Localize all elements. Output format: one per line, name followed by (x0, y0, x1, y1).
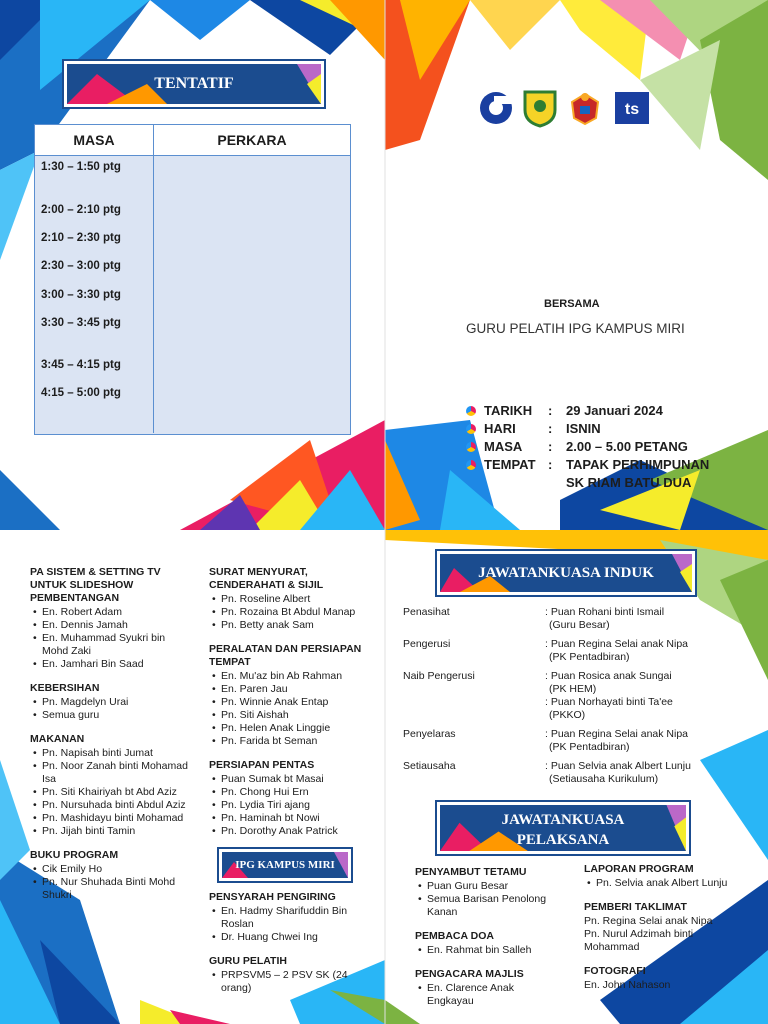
tarikh-value: 29 Januari 2024 (566, 403, 663, 418)
list-item: • Pn. Roseline Albert (221, 593, 379, 606)
ipg-kampus-miri-banner (219, 849, 351, 881)
role-name: : Puan Regina Selai anak Nipa (545, 638, 689, 650)
list-item: • Pn. Siti Khairiyah bt Abd Aziz (42, 786, 190, 799)
masa-label: MASA (484, 439, 523, 454)
time-slot: 1:30 – 1:50 ptg (41, 161, 121, 173)
list-item: • PRPSVM5 – 2 PSV SK (24 orang) (221, 969, 351, 995)
list-item: • En. Robert Adam (42, 606, 190, 619)
pelaksana-title-2: PELAKSANA (516, 832, 610, 848)
list-item: • En. Jamhari Bin Saad (42, 658, 190, 671)
tempat-value-2: SK RIAM BATU DUA (566, 475, 692, 490)
bersama-label: BERSAMA (544, 298, 600, 310)
list-item: • En. Paren Jau (221, 683, 379, 696)
pelaksana-right (584, 863, 764, 992)
fotografi-name: En. John Nahason (584, 979, 671, 991)
time-slot: 2:10 – 2:30 ptg (41, 232, 121, 244)
col-masa-header: MASA (35, 125, 154, 155)
list-item: • Cik Emily Ho (42, 863, 190, 876)
tempat-value: TAPAK PERHIMPUNAN (566, 457, 710, 472)
time-slot: 4:15 – 5:00 ptg (41, 387, 121, 399)
time-slot: 3:00 – 3:30 ptg (41, 289, 121, 301)
list-item: • Puan Sumak bt Masai (221, 773, 379, 786)
time-slot: 2:30 – 3:00 ptg (41, 260, 121, 272)
list-item: • En. Dennis Jamah (42, 619, 190, 632)
list-item: • Pn. Magdelyn Urai (42, 696, 190, 709)
role-position: (PK Pentadbiran) (549, 741, 630, 753)
malaysia-coat-of-arms (566, 88, 604, 128)
list-item: • Pn. Winnie Anak Entap (221, 696, 379, 709)
role-name: : Puan Selvia anak Albert Lunju (545, 760, 691, 772)
list-item: • Pn. Jijah binti Tamin (42, 825, 190, 838)
time-slot: 3:30 – 3:45 ptg (41, 317, 121, 329)
svg-text:ts: ts (624, 101, 640, 118)
bullet-icon (466, 442, 476, 452)
colon: : (548, 421, 553, 436)
buku-program-title: BUKU PROGRAM (30, 849, 119, 861)
mid-committees (209, 566, 379, 838)
ipg-logo (477, 88, 515, 128)
list-item: • Pn. Siti Aishah (221, 709, 379, 722)
taklimat-title: PEMBERI TAKLIMAT (584, 901, 687, 913)
list-item: • Pn. Rozaina Bt Abdul Manap (221, 606, 379, 619)
tempat-label: TEMPAT (484, 457, 536, 472)
left-committees (30, 566, 190, 902)
tarikh-label: TARIKH (484, 403, 533, 418)
role-name: : Puan Rohani binti Ismail (545, 606, 665, 618)
pengacara-title: PENGACARA MAJLIS (415, 968, 524, 980)
taklimat-name: Pn. Nurul Adzimah binti Mohammad (584, 928, 694, 953)
fotografi-title: FOTOGRAFI (584, 965, 646, 977)
list-item: • Semua Barisan Penolong Kanan (427, 893, 567, 919)
list-item: • Pn. Dorothy Anak Patrick (221, 825, 379, 838)
ipg-banner-label: IPG KAMPUS MIRI (235, 859, 335, 871)
tentatif-title: TENTATIF (154, 75, 234, 92)
hari-label: HARI (484, 421, 516, 436)
taklimat-name: Pn. Regina Selai anak Nipa (584, 915, 713, 927)
list-item: • Pn. Haminah bt Nowi (221, 812, 379, 825)
list-item: • En. Clarence Anak Engkayau (427, 982, 537, 1008)
schedule-table (34, 124, 351, 435)
role-name: : Puan Rosica anak Sungai (545, 670, 672, 682)
list-item: • En. Mu'az bin Ab Rahman (221, 670, 379, 683)
role-position: (Guru Besar) (549, 619, 610, 631)
list-item: • Pn. Lydia Tiri ajang (221, 799, 379, 812)
list-item: • Pn. Betty anak Sam (221, 619, 379, 632)
colon: : (548, 403, 553, 418)
role-name: : Puan Regina Selai anak Nipa (545, 728, 689, 740)
role-label: Penasihat (403, 606, 450, 618)
peralatan-title: PERALATAN DAN PERSIAPAN TEMPAT (209, 643, 362, 668)
ipg-committees (209, 891, 379, 995)
role-position: (Setiausaha Kurikulum) (549, 773, 659, 785)
list-item: • Dr. Huang Chwei Ing (221, 931, 379, 944)
pelaksana-left (415, 866, 575, 1008)
laporan-title: LAPORAN PROGRAM (584, 863, 694, 875)
list-item: • Puan Guru Besar (427, 880, 575, 893)
pembaca-doa-title: PEMBACA DOA (415, 930, 494, 942)
tentatif-banner (64, 61, 324, 107)
penyambut-title: PENYAMBUT TETAMU (415, 866, 527, 878)
list-item: • Pn. Napisah binti Jumat (42, 747, 190, 760)
makanan-title: MAKANAN (30, 733, 85, 745)
kebersihan-title: KEBERSIHAN (30, 682, 100, 694)
bullet-icon (466, 424, 476, 434)
col-perkara-header: PERKARA (217, 132, 287, 148)
masa-value: 2.00 – 5.00 PETANG (566, 439, 688, 454)
hari-value: ISNIN (566, 421, 601, 436)
list-item: • En. Rahmat bin Salleh (427, 944, 575, 957)
time-slot: 2:00 – 2:10 ptg (41, 204, 121, 216)
cover-subtitle: GURU PELATIH IPG KAMPUS MIRI (466, 321, 685, 336)
induk-list (403, 606, 691, 786)
pentas-title: PERSIAPAN PENTAS (209, 759, 315, 771)
pelaksana-title-1: JAWATANKUASA (501, 812, 625, 828)
guru-pelatih-title: GURU PELATIH (209, 955, 287, 967)
bullet-icon (466, 406, 476, 416)
pa-title: PA SISTEM & SETTING TV UNTUK SLIDESHOW PEMBENTANGAN (30, 566, 161, 604)
list-item: • Pn. Noor Zanah binti Mohamad Isa (42, 760, 190, 786)
list-item: • Pn. Chong Hui Ern (221, 786, 379, 799)
bullet-icon (466, 460, 476, 470)
list-item: • En. Muhammad Syukri bin Mohd Zaki (42, 632, 190, 658)
induk-banner (437, 551, 695, 595)
list-item: • Pn. Nur Shuhada Binti Mohd Shukri (42, 876, 190, 902)
ts-logo (613, 88, 651, 128)
list-item: • Semua guru (42, 709, 190, 722)
list-item: • Pn. Farida bt Seman (221, 735, 379, 748)
role-position: (PK HEM) (549, 683, 597, 695)
colon: : (548, 439, 553, 454)
pelaksana-banner (437, 802, 689, 854)
role-label (403, 696, 545, 722)
list-item: • Pn. Mashidayu binti Mohamad (42, 812, 190, 825)
list-item: • Pn. Nursuhada binti Abdul Aziz (42, 799, 190, 812)
surat-title: SURAT MENYURAT, CENDERAHATI & SIJIL (209, 566, 324, 591)
list-item: • Pn. Helen Anak Linggie (221, 722, 379, 735)
list-item: • En. Hadmy Sharifuddin Bin Roslan (221, 905, 379, 931)
role-position: (PKKO) (549, 709, 586, 721)
colon: : (548, 457, 553, 472)
school-crest-logo (521, 88, 559, 128)
event-info (466, 402, 709, 492)
induk-title: JAWATANKUASA INDUK (478, 565, 654, 581)
list-item: • Pn. Selvia anak Albert Lunju (596, 877, 764, 890)
role-label: Penyelaras (403, 728, 456, 740)
time-slot: 3:45 – 4:15 ptg (41, 359, 121, 371)
role-label: Naib Pengerusi (403, 670, 475, 682)
role-label: Pengerusi (403, 638, 451, 650)
pensyarah-title: PENSYARAH PENGIRING (209, 891, 336, 903)
role-label: Setiausaha (403, 760, 456, 772)
role-position: (PK Pentadbiran) (549, 651, 630, 663)
role-name: : Puan Norhayati binti Ta'ee (545, 696, 673, 708)
